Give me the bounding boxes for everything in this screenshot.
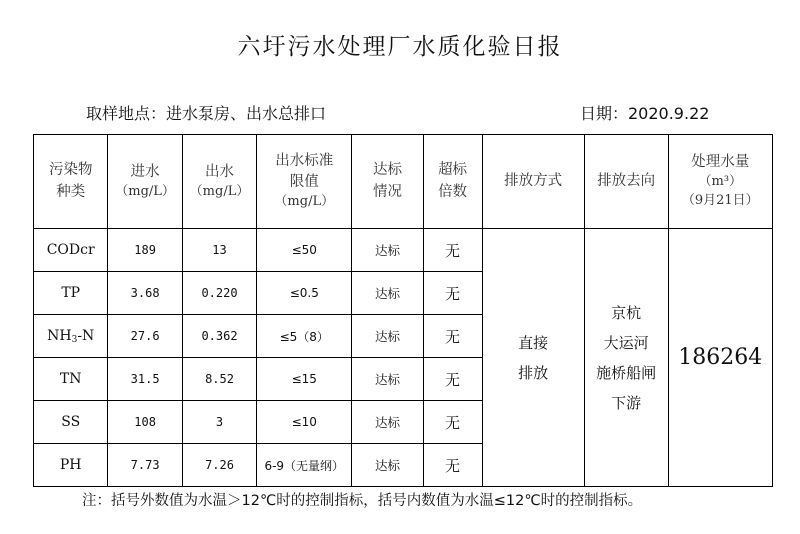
- exceed-value: 无: [423, 444, 482, 487]
- header-exceed: 超标 倍数: [423, 135, 482, 229]
- limit-value: ≤5（8）: [257, 315, 352, 358]
- compliance-value: 达标: [352, 401, 423, 444]
- treated-volume-value: 186264: [668, 229, 772, 487]
- compliance-value: 达标: [352, 229, 423, 272]
- influent-value: 189: [108, 229, 182, 272]
- influent-value: 27.6: [108, 315, 182, 358]
- header-compliance: 达标 情况: [352, 135, 423, 229]
- pollutant-name: PH: [34, 444, 108, 487]
- header-volume: 处理水量 （m³） （9月21日）: [668, 135, 772, 229]
- discharge-destination-cell: 京杭 大运河 施桥船闸 下游: [584, 229, 668, 487]
- exceed-value: 无: [423, 229, 482, 272]
- pollutant-name: TN: [34, 358, 108, 401]
- pollutant-name-tail: -N: [77, 327, 95, 344]
- header-row: [34, 135, 773, 229]
- effluent-value: 7.26: [182, 444, 256, 487]
- pollutant-name: SS: [34, 401, 108, 444]
- compliance-value: 达标: [352, 444, 423, 487]
- limit-value: 6-9（无量纲）: [257, 444, 352, 487]
- header-pollutant: 污染物 种类: [34, 135, 108, 229]
- header-limit: 出水标准 限值 （mg/L）: [257, 135, 352, 229]
- pollutant-name: TP: [34, 272, 108, 315]
- pollutant-name-subscript: 3: [71, 334, 78, 345]
- compliance-value: 达标: [352, 358, 423, 401]
- compliance-value: 达标: [352, 315, 423, 358]
- limit-value: ≤0.5: [257, 272, 352, 315]
- influent-value: 31.5: [108, 358, 182, 401]
- header-effluent: 出水 （mg/L）: [182, 135, 256, 229]
- exceed-value: 无: [423, 272, 482, 315]
- exceed-value: 无: [423, 315, 482, 358]
- influent-value: 3.68: [108, 272, 182, 315]
- header-discharge-destination: 排放去向: [584, 135, 668, 229]
- influent-value: 108: [108, 401, 182, 444]
- sampling-location: 取样地点：进水泵房、出水总排口: [86, 104, 327, 123]
- report-date: 日期：2020.9.22: [580, 104, 710, 123]
- effluent-value: 3: [182, 401, 256, 444]
- influent-value: 7.73: [108, 444, 182, 487]
- table-row: [34, 229, 773, 272]
- compliance-value: 达标: [352, 272, 423, 315]
- exceed-value: 无: [423, 401, 482, 444]
- pollutant-name: CODcr: [34, 229, 108, 272]
- limit-value: ≤10: [257, 401, 352, 444]
- pollutant-name-main: NH: [47, 327, 72, 344]
- effluent-value: 0.362: [182, 315, 256, 358]
- limit-value: ≤15: [257, 358, 352, 401]
- effluent-value: 8.52: [182, 358, 256, 401]
- water-quality-table: [33, 134, 773, 487]
- limit-value: ≤50: [257, 229, 352, 272]
- report-title: 六圩污水处理厂水质化验日报: [237, 34, 563, 60]
- effluent-value: 0.220: [182, 272, 256, 315]
- header-discharge-method: 排放方式: [482, 135, 584, 229]
- effluent-value: 13: [182, 229, 256, 272]
- discharge-method-cell: 直接 排放: [482, 229, 584, 487]
- header-influent: 进水 （mg/L）: [108, 135, 182, 229]
- pollutant-name: [34, 315, 108, 358]
- footnote: 注：括号外数值为水温＞12℃时的控制指标，括号内数值为水温≤12℃时的控制指标。: [82, 493, 643, 509]
- exceed-value: 无: [423, 358, 482, 401]
